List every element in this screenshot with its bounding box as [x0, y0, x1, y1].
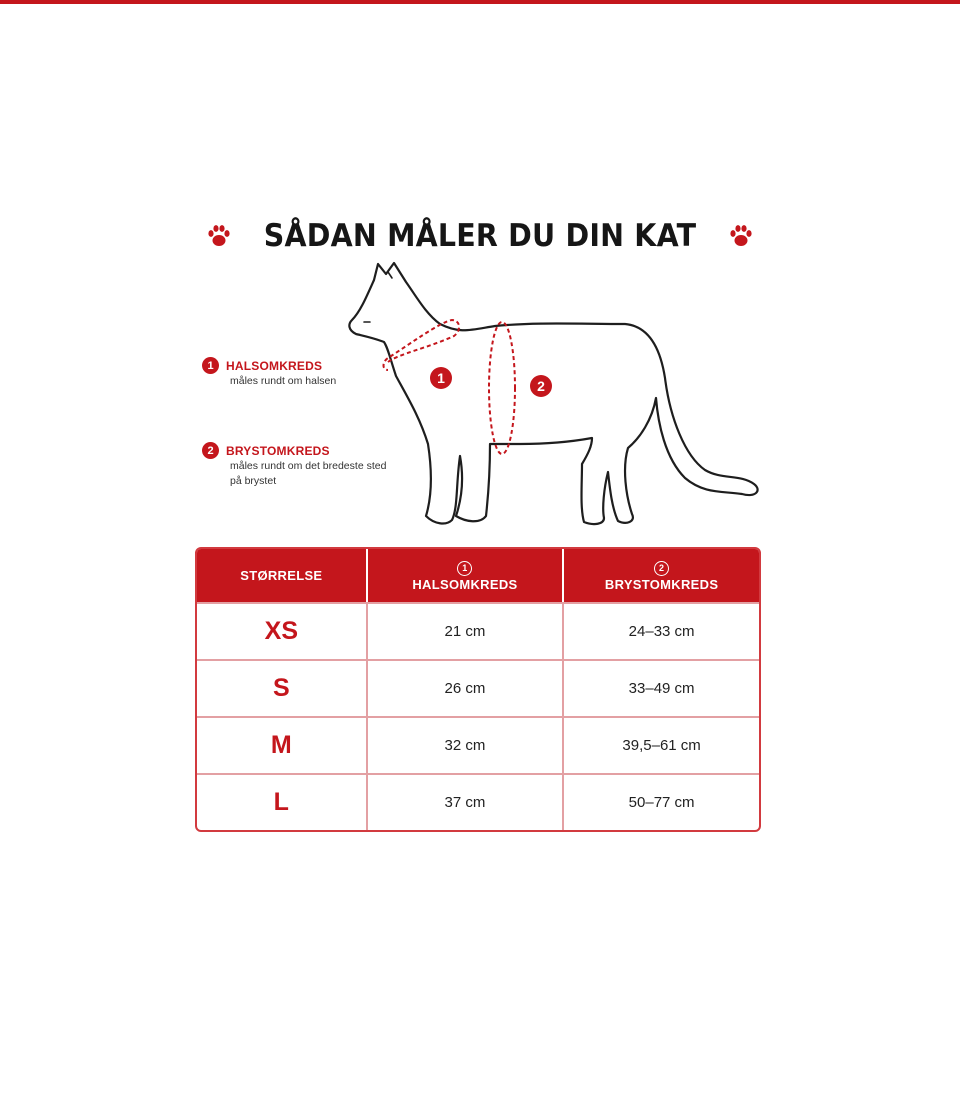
legend-title: HALSOMKREDS: [226, 358, 323, 373]
table-row: [197, 659, 759, 716]
neck-cell: 32 cm: [366, 716, 563, 773]
paw-icon: [727, 222, 755, 250]
marker-neck-label: 1: [437, 370, 445, 386]
legend-description: måles rundt om det bredeste sted på brystet: [230, 460, 387, 487]
table-row: [197, 773, 759, 830]
size-cell: M: [197, 716, 366, 773]
chest-cell: 39,5–61 cm: [562, 716, 759, 773]
size-cell: XS: [197, 602, 366, 659]
marker-neck: [430, 367, 452, 389]
cat-outline: [349, 263, 757, 524]
legend-title: BRYSTOMKREDS: [226, 443, 330, 458]
chest-cell: 33–49 cm: [562, 659, 759, 716]
marker-chest-label: 2: [537, 378, 545, 394]
top-accent-rule: [0, 0, 960, 4]
size-cell: S: [197, 659, 366, 716]
neck-cell: 21 cm: [366, 602, 563, 659]
header-chest: 2 BRYSTOMKREDS: [562, 549, 759, 602]
legend-number-badge: 2: [202, 442, 219, 459]
header-neck: 1 HALSOMKREDS: [366, 549, 563, 602]
legend-description: måles rundt om halsen: [230, 375, 337, 387]
legend-number-badge: 1: [202, 357, 219, 374]
page-title: SÅDAN MÅLER DU DIN KAT: [263, 218, 697, 254]
size-table: [195, 547, 761, 832]
chest-cell: 50–77 cm: [562, 773, 759, 830]
table-header-row: [197, 549, 759, 602]
header-size: STØRRELSE: [197, 549, 366, 602]
paw-icon: [205, 222, 233, 250]
table-row: [197, 602, 759, 659]
header-number-badge: 1: [457, 561, 472, 576]
size-cell: L: [197, 773, 366, 830]
cat-measurement-diagram: [330, 258, 770, 538]
chest-measure-line: [489, 322, 515, 454]
title-row: [0, 212, 960, 260]
neck-cell: 26 cm: [366, 659, 563, 716]
header-number-badge: 2: [654, 561, 669, 576]
marker-chest: [530, 375, 552, 397]
table-row: [197, 716, 759, 773]
neck-cell: 37 cm: [366, 773, 563, 830]
chest-cell: 24–33 cm: [562, 602, 759, 659]
